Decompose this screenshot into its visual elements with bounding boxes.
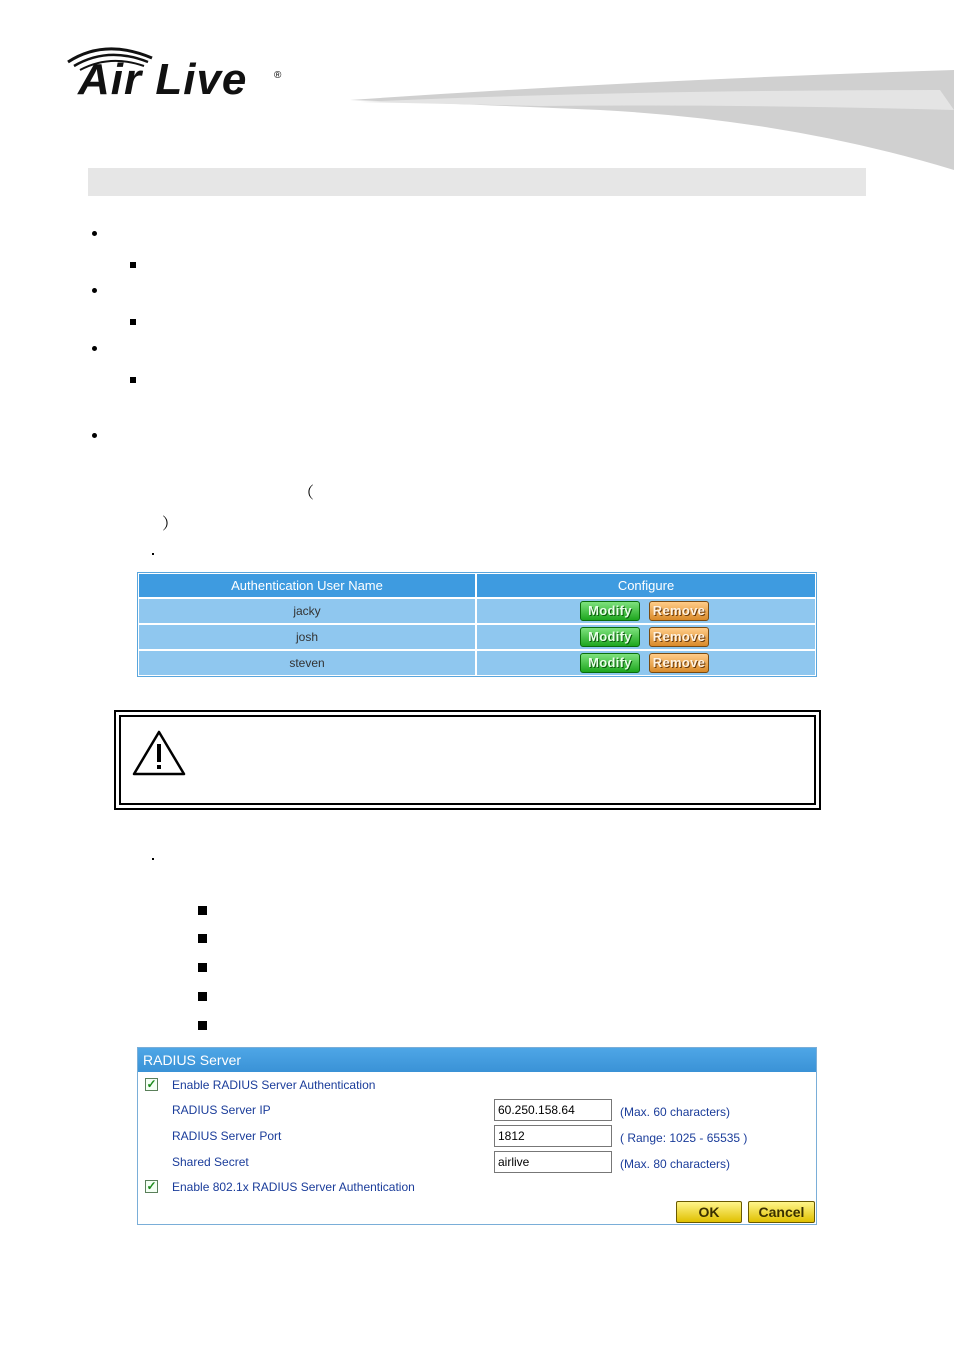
warning-icon <box>131 729 187 777</box>
open-paren: （ <box>298 485 315 502</box>
radius-panel-title: RADIUS Server <box>138 1048 816 1072</box>
remove-button[interactable]: Remove <box>649 627 709 647</box>
server-ip-input[interactable]: 60.250.158.64 <box>494 1099 612 1121</box>
table-row-username: steven <box>139 651 475 675</box>
bullet <box>92 433 97 438</box>
square-bullet <box>198 934 207 943</box>
sub-bullet <box>130 262 136 268</box>
header-swoosh <box>340 60 954 180</box>
table-row-username: jacky <box>139 599 475 623</box>
modify-button[interactable]: Modify <box>580 653 640 673</box>
warning-box <box>114 710 821 810</box>
bullet <box>92 288 97 293</box>
registered-mark: ® <box>274 70 282 81</box>
square-bullet <box>198 963 207 972</box>
step-dot <box>152 553 154 555</box>
ok-button[interactable]: OK <box>676 1201 742 1223</box>
square-bullet <box>198 1021 207 1030</box>
modify-button[interactable]: Modify <box>580 627 640 647</box>
sub-bullet <box>130 377 136 383</box>
auth-users-table <box>137 572 817 677</box>
remove-button[interactable]: Remove <box>649 601 709 621</box>
shared-secret-hint: (Max. 80 characters) <box>620 1157 731 1171</box>
square-bullet <box>198 906 207 915</box>
square-bullet <box>198 992 207 1001</box>
column-header-username: Authentication User Name <box>139 574 475 597</box>
server-ip-label: RADIUS Server IP <box>172 1103 271 1117</box>
table-row-configure <box>477 599 815 623</box>
radius-server-panel <box>137 1047 817 1225</box>
server-port-input[interactable]: 1812 <box>494 1125 612 1147</box>
close-paren: ） <box>162 516 179 533</box>
sub-bullet <box>130 319 136 325</box>
enable-8021x-checkbox[interactable]: ✓ <box>146 1179 157 1193</box>
shared-secret-input[interactable]: airlive <box>494 1151 612 1173</box>
table-row-configure <box>477 625 815 649</box>
logo-text: Air Live <box>78 55 248 104</box>
server-ip-hint: (Max. 60 characters) <box>620 1105 731 1119</box>
column-header-configure: Configure <box>477 574 815 597</box>
enable-8021x-label: Enable 802.1x RADIUS Server Authentication <box>172 1180 415 1194</box>
section-title-bar <box>88 168 866 196</box>
step-dot <box>152 858 154 860</box>
enable-radius-checkbox[interactable]: ✓ <box>146 1077 157 1091</box>
warning-box-inner <box>119 715 816 805</box>
server-port-hint: ( Range: 1025 - 65535 ) <box>620 1131 748 1145</box>
table-row-username: josh <box>139 625 475 649</box>
enable-radius-label: Enable RADIUS Server Authentication <box>172 1078 376 1092</box>
remove-button[interactable]: Remove <box>649 653 709 673</box>
shared-secret-label: Shared Secret <box>172 1155 249 1169</box>
bullet <box>92 346 97 351</box>
cancel-button[interactable]: Cancel <box>748 1201 815 1223</box>
server-port-label: RADIUS Server Port <box>172 1129 282 1143</box>
table-row-configure <box>477 651 815 675</box>
bullet <box>92 231 97 236</box>
modify-button[interactable]: Modify <box>580 601 640 621</box>
